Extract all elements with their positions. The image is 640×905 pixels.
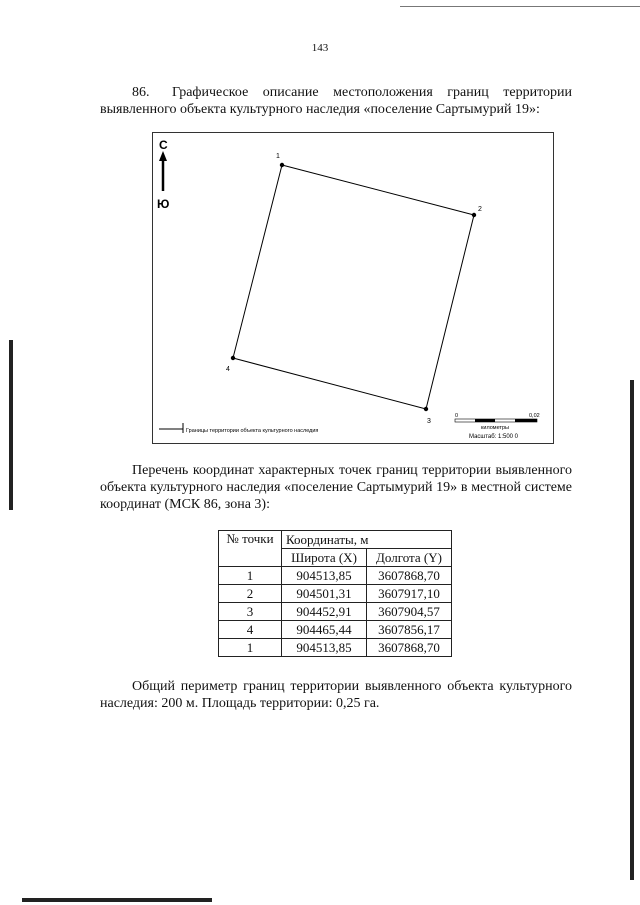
scan-artifact-top-line xyxy=(400,6,640,7)
heading-paragraph xyxy=(100,84,572,118)
north-arrow-icon xyxy=(159,151,167,191)
cell-latitude: 904513,85 xyxy=(282,639,367,657)
point-label-4: 4 xyxy=(226,366,230,373)
table-row xyxy=(219,567,452,585)
boundary-map-svg xyxy=(153,133,553,443)
point-label-2: 2 xyxy=(478,206,482,213)
cell-longitude: 3607868,70 xyxy=(367,567,452,585)
cell-point: 3 xyxy=(219,603,282,621)
scan-artifact-left-bar xyxy=(9,340,13,510)
boundary-point-4 xyxy=(231,356,235,360)
heading-number: 86. xyxy=(132,85,150,100)
coordinates-intro-paragraph: Перечень координат характерных точек границ территории выявленного объекта культурного наследия «поселение Сартымурий 19» в местной системе координат (МСК 86, зона 3): xyxy=(100,463,572,512)
cell-latitude: 904465,44 xyxy=(282,621,367,639)
cell-point: 1 xyxy=(219,639,282,657)
header-longitude: Долгота (Y) xyxy=(367,549,452,567)
boundary-point-1 xyxy=(280,163,284,167)
scale-end-label: 0,02 xyxy=(529,413,540,419)
summary-paragraph: Общий периметр границ территории выявленного объекта культурного наследия: 200 м. Площадь территории: 0,25 га. xyxy=(100,679,572,711)
scale-bar-segment xyxy=(515,419,537,422)
scan-artifact-right-bar xyxy=(630,380,634,880)
scan-artifact-bottom-bar xyxy=(22,898,212,902)
table-row xyxy=(219,621,452,639)
header-coordinates: Координаты, м xyxy=(282,531,452,549)
north-label: С xyxy=(159,138,168,152)
cell-longitude: 3607904,57 xyxy=(367,603,452,621)
boundary-point-3 xyxy=(424,407,428,411)
cell-latitude: 904501,31 xyxy=(282,585,367,603)
header-point-number: № точки xyxy=(219,531,282,567)
cell-longitude: 3607917,10 xyxy=(367,585,452,603)
point-label-1: 1 xyxy=(276,153,280,160)
coordinates-table xyxy=(218,530,452,657)
cell-longitude: 3607856,17 xyxy=(367,621,452,639)
scale-start-label: 0 xyxy=(455,413,459,419)
cell-point: 2 xyxy=(219,585,282,603)
cell-latitude: 904513,85 xyxy=(282,567,367,585)
south-label: Ю xyxy=(157,197,170,211)
scale-unit-label: километры xyxy=(481,425,509,431)
table-header-row xyxy=(219,531,452,549)
boundary-point-2 xyxy=(472,213,476,217)
table-row xyxy=(219,585,452,603)
boundary-map xyxy=(152,132,554,444)
header-latitude: Широта (X) xyxy=(282,549,367,567)
heading-text: Графическое описание местоположения границ территории выявленного объекта культурного наследия «поселение Сартымурий 19»: xyxy=(100,85,572,117)
scale-bar-segment xyxy=(475,419,495,422)
page-number: 143 xyxy=(311,42,329,54)
cell-point: 1 xyxy=(219,567,282,585)
boundary-polygon xyxy=(233,165,474,409)
cell-point: 4 xyxy=(219,621,282,639)
cell-longitude: 3607868,70 xyxy=(367,639,452,657)
legend-text: Границы территории объекта культурного наследия xyxy=(186,428,319,434)
point-label-3: 3 xyxy=(427,418,431,425)
table-row xyxy=(219,639,452,657)
scale-text: Масштаб: 1:500 0 xyxy=(469,434,519,440)
cell-latitude: 904452,91 xyxy=(282,603,367,621)
table-row xyxy=(219,603,452,621)
